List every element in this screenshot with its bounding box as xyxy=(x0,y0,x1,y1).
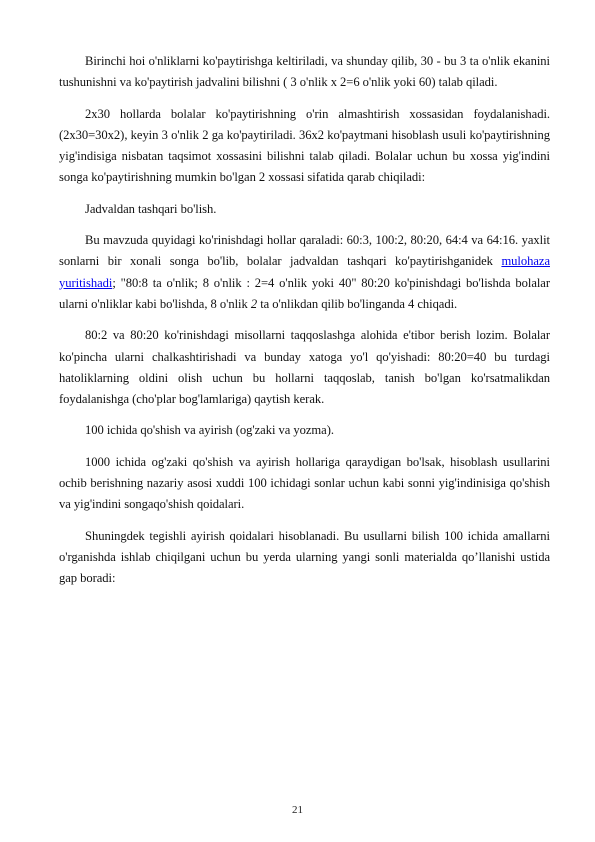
paragraph-7: 1000 ichida og'zaki qo'shish va ayirish hollariga qaraydigan bo'lsak, hisoblash usullarini ochib berishning nazariy asosi xuddi 100 ichidagi sonlar uchun kabi sonni yig'indinisiga qo'shish va yig'indini songaqo'shish qoidalari. xyxy=(59,454,550,512)
paragraph-4-text-c: ta o'nlikdan qilib bo'linganda 4 chiqadi. xyxy=(257,296,458,311)
document-body xyxy=(59,51,550,600)
page-number: 21 xyxy=(292,804,303,816)
paragraph-2: 2x30 hollarda bolalar ko'paytirishning o'rin almashtirish xossasidan foydalanishadi. (2x30=30x2), keyin 3 o'nlik 2 ga ko'paytiriladi. 36x2 ko'paytmani hisoblash usuli ko'paytirishning yig'indisiga nisbatan taqsimot xossasini bilishni talab qiladi. Bolalar uchun bu xossa yig'indini songa ko'paytirishning mumkin bo'lgan 2 xossasi sifatida qarab chiqiladi: xyxy=(59,106,550,185)
paragraph-4-text-a: Bu mavzuda quyidagi ko'rinishdagi hollar qaraladi: 60:3, 100:2, 80:20, 64:4 va 64:16. yaxlit sonlarni bir xonali songa bo'lib, bolalar jadvaldan tashqari ko'paytirishganidek xyxy=(59,233,550,269)
paragraph-4-italic-number: 2 xyxy=(250,296,258,311)
section-heading-division: Jadvaldan tashqari bo'lish. xyxy=(85,201,217,216)
paragraph-8: Shuningdek tegishli ayirish qoidalari hisoblanadi. Bu usullarni bilish 100 ichida amallarni o'rganishda ishlab chiqilgani uchun bu yerda ularning yangi sonli materialda qo’llanishi ustida gap boradi: xyxy=(59,528,550,586)
paragraph-6: 100 ichida qo'shish va ayirish (og'zaki va yozma). xyxy=(85,423,334,438)
paragraph-5: 80:2 va 80:20 ko'rinishdagi misollarni taqqoslashga alohida e'tibor berish lozim. Bolalar ko'pincha ularni chalkashtirishadi va bunday xatoga yo'l qo'yishadi: 80:20=40 bu turdagi hatoliklarning oldini olish uchun bu hollarni taqqoslab, tanish bo'lgan ko'rsatmalikdan foydalanishga (cho'plar bog'lamlariga) qaytish kerak. xyxy=(59,328,550,407)
paragraph-1: Birinchi hoi o'nliklarni ko'paytirishga keltiriladi, va shunday qilib, 30 - bu 3 ta o'nlik ekanini tushunishni va ko'paytirish jadvalini bilishni ( 3 o'nlik x 2=6 o'nlik yoki 60) talab qiladi. xyxy=(59,54,550,90)
paragraph-4 xyxy=(59,230,550,315)
paragraph-4-text-b: ; "80:8 ta o'nlik; 8 o'nlik : 2=4 o'nlik yoki 40" 80:20 ko'pinishdagi bo'lishda bolalar ularni o'nliklar kabi bo'lishda, 8 o'nlik xyxy=(59,275,550,311)
mulohaza-yuritishadi-link[interactable]: mulohaza yuritishadi xyxy=(59,254,550,290)
